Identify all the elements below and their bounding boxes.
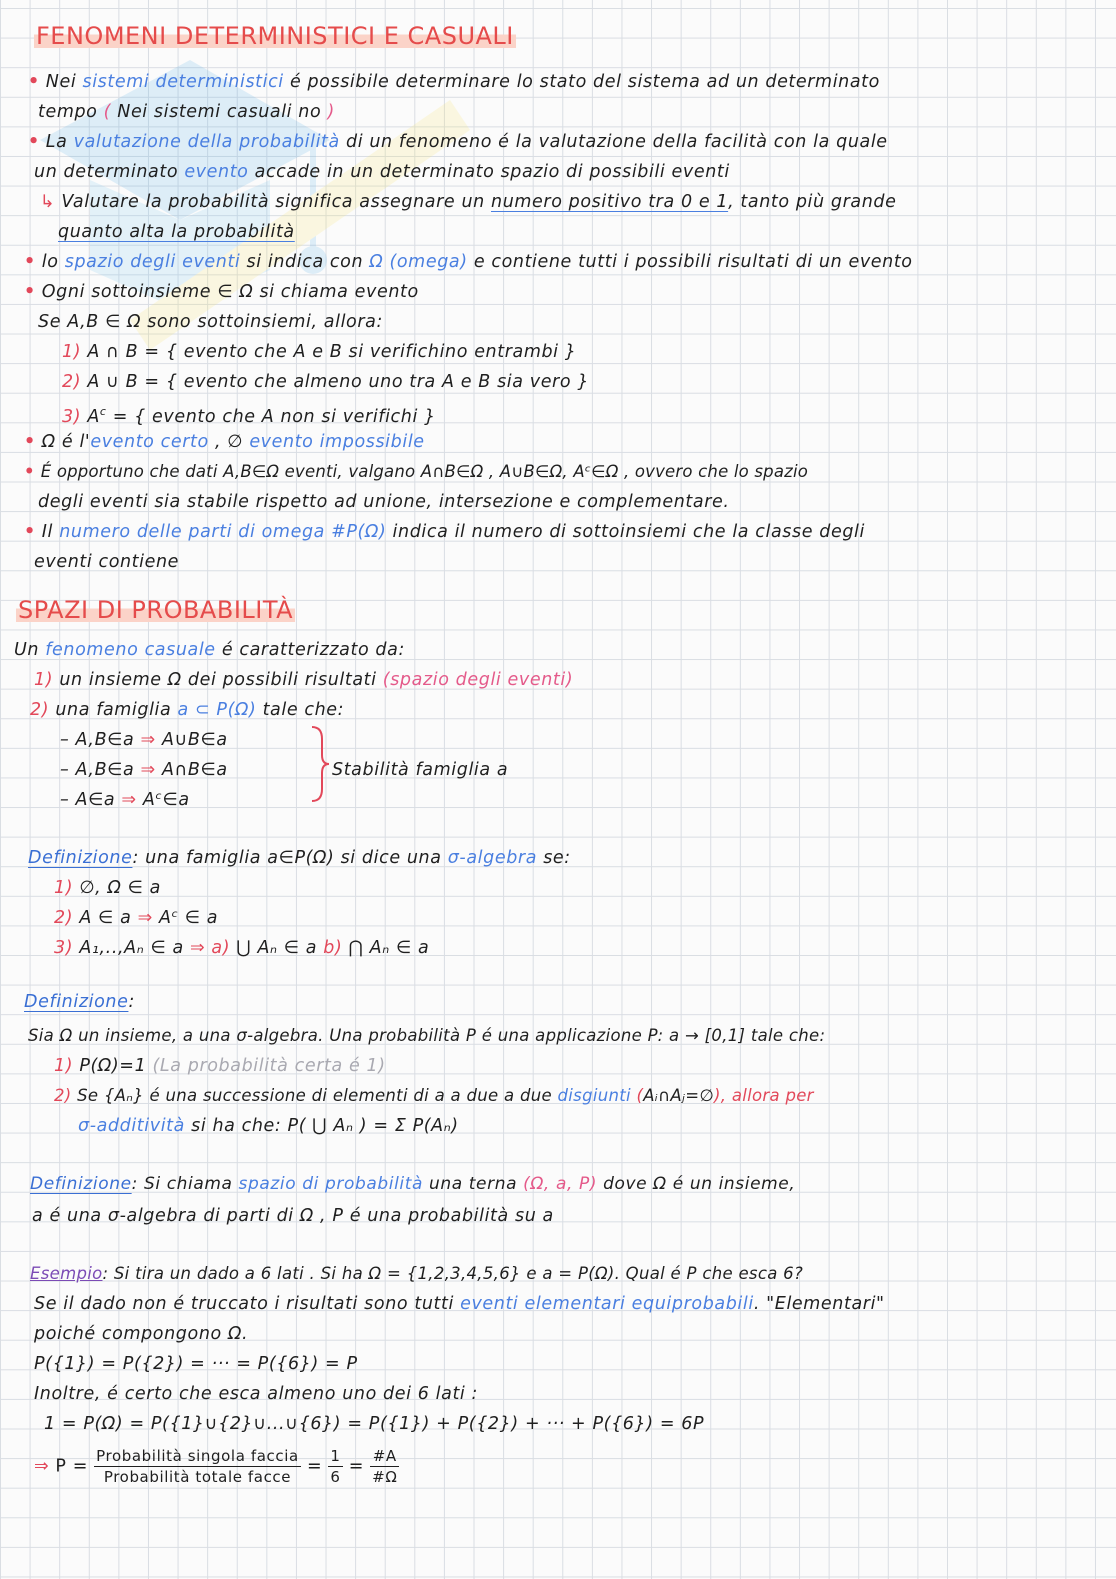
text-line: 1) ∅, Ω ∈ a <box>54 878 161 898</box>
text-line: – A∈a ⇒ Aᶜ∈a <box>60 790 190 810</box>
text-line: • La valutazione della probabilità di un fenomeno é la valutazione della facilità con la quale <box>28 132 888 152</box>
text-line: • Nei sistemi deterministici é possibile determinare lo stato del sistema ad un determinato <box>28 72 880 92</box>
fraction-probability: $\frac{\text{Probabilità singola faccia}}{\text{Probabilità totale facce}}$ <box>96 1447 299 1486</box>
text-line: a é una σ-algebra di parti di Ω , P é una probabilità su a <box>32 1206 554 1226</box>
text-line: 1 = P(Ω) = P({1}∪{2}∪...∪{6}) = P({1}) + P({2}) + ··· + P({6}) = 6P <box>44 1414 705 1434</box>
curly-brace-icon <box>310 725 330 803</box>
text-line: un determinato evento accade in un determinato spazio di possibili eventi <box>34 162 730 182</box>
text-line: – A,B∈a ⇒ A∩B∈a <box>60 760 228 780</box>
fraction-cardinality: $\frac{\#A}{\#\Omega}$ <box>372 1447 398 1486</box>
text-line: Un fenomeno casuale é caratterizzato da: <box>14 640 405 660</box>
text-line: • Il numero delle parti di omega #P(Ω) indica il numero di sottoinsiemi che la classe degli <box>24 522 865 542</box>
text-line: degli eventi sia stabile rispetto ad unione, intersezione e complementare. <box>38 492 730 512</box>
text-line: σ-additività si ha che: P( ⋃ Aₙ ) = Σ P(Aₙ) <box>78 1116 459 1136</box>
result-formula: ⇒ P = $\frac{\text{Probabilità singola faccia}}{\text{Probabilità totale facce}}$ = $\frac{1}{6}$ = $\frac{\#A}{\#\Omega}$ <box>34 1447 398 1486</box>
text-line: • Ogni sottoinsieme ∈ Ω si chiama evento <box>24 282 419 302</box>
text-line: P({1}) = P({2}) = ··· = P({6}) = P <box>34 1354 358 1374</box>
text-line: eventi contiene <box>34 552 180 572</box>
text-line: Se il dado non é truccato i risultati sono tutti eventi elementari equiprobabili. "Elementari" <box>34 1294 885 1314</box>
text-line: • lo spazio degli eventi si indica con Ω (omega) e contiene tutti i possibili risultati di un evento <box>24 252 913 272</box>
text-line: 3) A₁,..,Aₙ ∈ a ⇒ a) ⋃ Aₙ ∈ a b) ⋂ Aₙ ∈ a <box>54 938 430 958</box>
definition-2: Definizione: <box>24 992 135 1012</box>
text-line: 1) P(Ω)=1 (La probabilità certa é 1) <box>54 1056 386 1076</box>
text-line: 2) A ∪ B = { evento che almeno uno tra A e B sia vero } <box>62 372 590 392</box>
section-title-spazi: SPAZI DI PROBABILITÀ <box>18 596 294 624</box>
text-line: 2) Se {Aₙ} é una successione di elementi di a a due a due disgiunti (Aᵢ∩Aⱼ=∅), allora per <box>54 1086 814 1105</box>
text-line: 1) un insieme Ω dei possibili risultati (spazio degli eventi) <box>34 670 574 690</box>
example-block: Esempio: Si tira un dado a 6 lati . Si ha Ω = {1,2,3,4,5,6} e a = P(Ω). Qual é P che esca 6? <box>30 1264 804 1283</box>
text-line: tempo ( Nei sistemi casuali no ) <box>38 102 335 122</box>
text-line: • Ω é l'evento certo , ∅ evento impossibile <box>24 432 425 452</box>
text-line: poiché compongono Ω. <box>34 1324 249 1344</box>
text-line: 1) A ∩ B = { evento che A e B si verifichino entrambi } <box>62 342 577 362</box>
text-line: 2) A ∈ a ⇒ Aᶜ ∈ a <box>54 908 219 928</box>
definition-3: Definizione: Si chiama spazio di probabilità una terna (Ω, a, P) dove Ω é un insieme, <box>30 1174 796 1194</box>
text-line: quanto alta la probabilità <box>58 222 295 242</box>
text-line: 2) una famiglia a ⊂ P(Ω) tale che: <box>30 700 345 720</box>
brace-label: Stabilità famiglia a <box>332 760 509 780</box>
text-line: Se A,B ∈ Ω sono sottoinsiemi, allora: <box>38 312 383 332</box>
definition-1: Definizione: una famiglia a∈P(Ω) si dice una σ-algebra se: <box>28 848 571 868</box>
text-line: 3) $A^c$ = { evento che A non si verifichi } <box>62 405 436 427</box>
text-line: – A,B∈a ⇒ A∪B∈a <box>60 730 228 750</box>
fraction-one-sixth: $\frac{1}{6}$ <box>330 1447 341 1486</box>
text-line: ↳ Valutare la probabilità significa assegnare un numero positivo tra 0 e 1, tanto più grande <box>40 192 897 212</box>
text-line: • É opportuno che dati A,B∈Ω eventi, valgano A∩B∈Ω , A∪B∈Ω, Aᶜ∈Ω , ovvero che lo spazio <box>24 462 809 481</box>
text-line: Inoltre, é certo che esca almeno uno dei 6 lati : <box>34 1384 479 1404</box>
text-line: Sia Ω un insieme, a una σ-algebra. Una probabilità P é una applicazione P: a → [0,1] tale che: <box>28 1026 826 1045</box>
section-title-fenomeni: FENOMENI DETERMINISTICI E CASUALI <box>36 22 514 50</box>
